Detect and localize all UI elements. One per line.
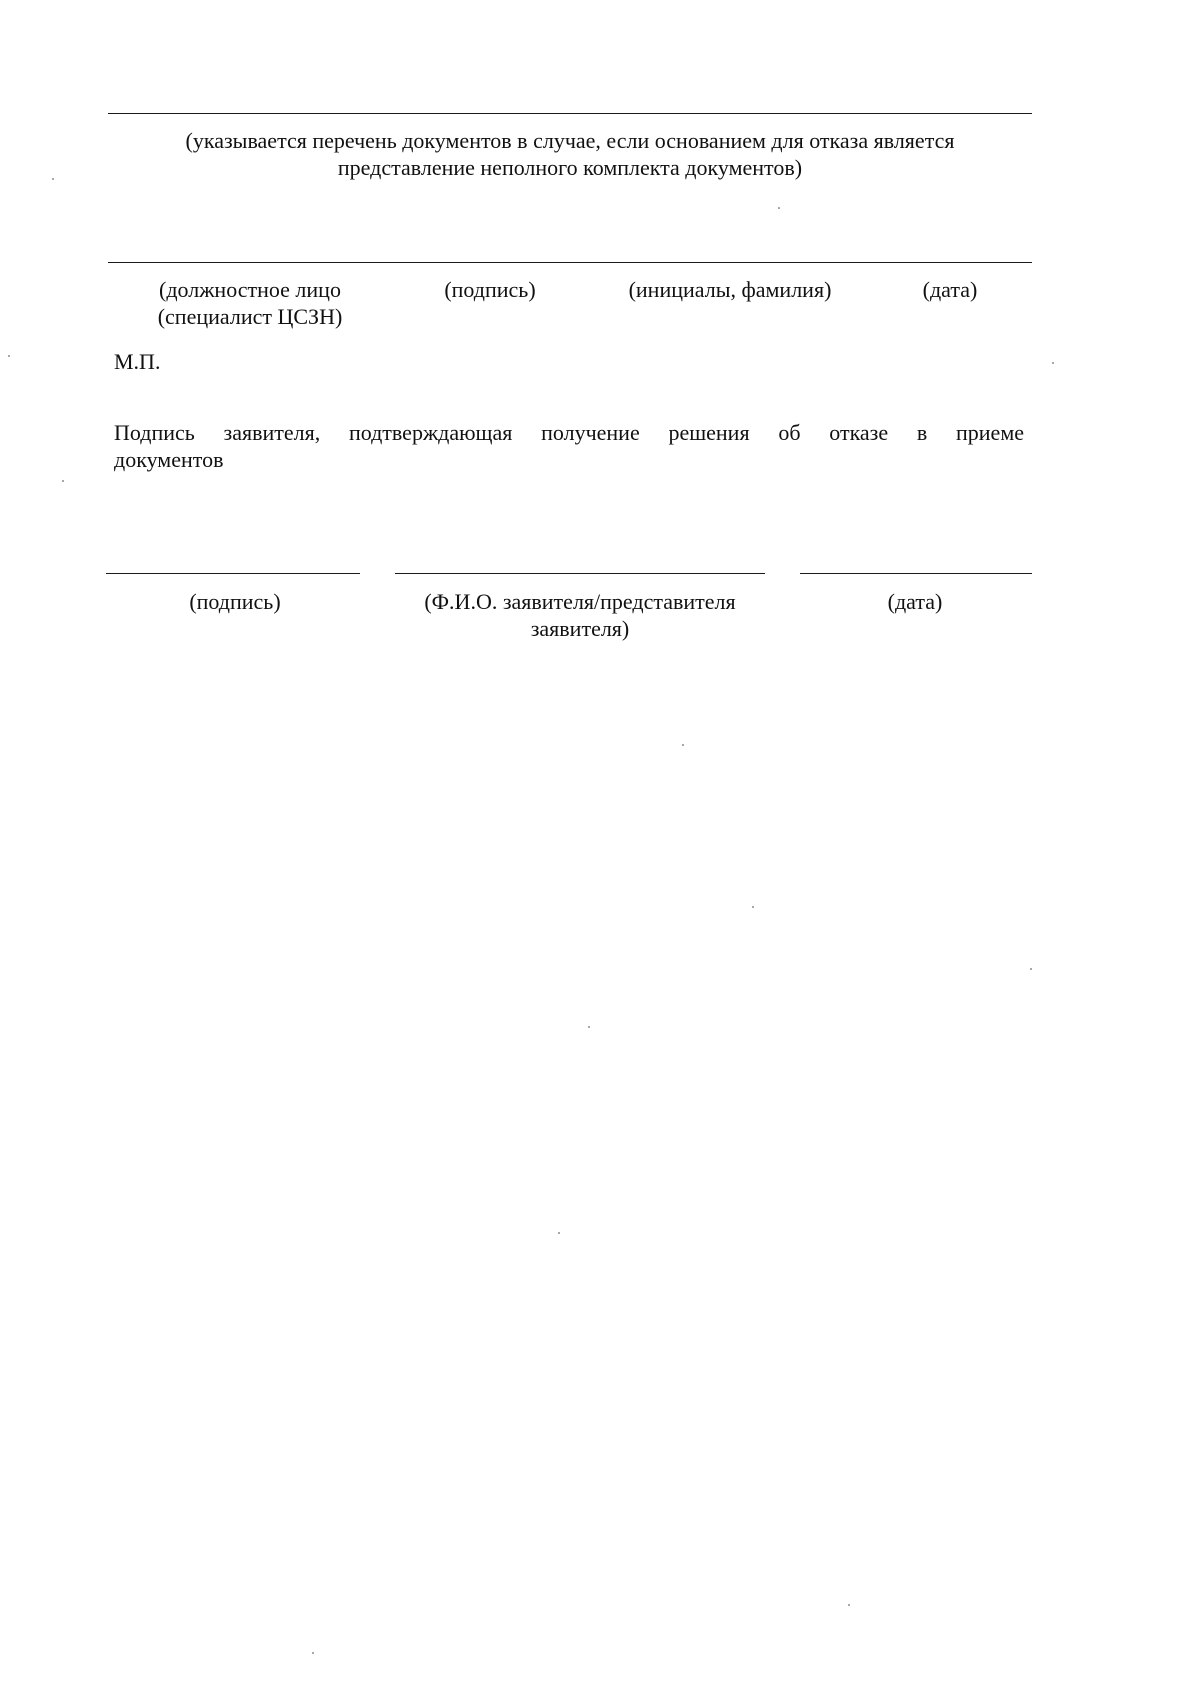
applicant-date-caption: (дата) <box>887 589 943 614</box>
official-signature-underline <box>108 262 1032 263</box>
applicant-confirmation-line-2: документов <box>114 447 224 472</box>
scan-speck <box>682 744 684 746</box>
scan-speck <box>752 906 754 908</box>
applicant-signature-underline <box>106 573 360 574</box>
scan-speck <box>52 178 54 180</box>
official-initials-caption: (инициалы, фамилия) <box>628 277 832 302</box>
official-position-line-1: (должностное лицо <box>159 277 341 302</box>
scan-speck <box>848 1604 850 1606</box>
applicant-confirmation-line-1: Подпись заявителя, подтверждающая получение решения об отказе в приеме <box>114 420 1024 445</box>
scan-speck <box>1030 968 1032 970</box>
applicant-name-line-2: заявителя) <box>530 616 630 641</box>
official-position-caption <box>120 276 380 330</box>
scan-speck <box>8 355 10 357</box>
scan-speck <box>312 1652 314 1654</box>
applicant-date-underline <box>800 573 1032 574</box>
scan-speck <box>558 1232 560 1234</box>
scan-speck <box>62 480 64 482</box>
doc-list-underline <box>108 113 1032 114</box>
seal-place-label: М.П. <box>114 349 161 374</box>
applicant-name-caption <box>390 588 770 642</box>
official-signature-caption: (подпись) <box>444 277 536 302</box>
doc-list-caption <box>108 127 1032 181</box>
applicant-signature-caption: (подпись) <box>189 589 281 614</box>
applicant-name-underline <box>395 573 765 574</box>
scan-speck <box>1052 362 1054 364</box>
doc-list-caption-line-1: (указывается перечень документов в случае, если основанием для отказа является <box>185 128 955 153</box>
applicant-name-line-1: (Ф.И.О. заявителя/представителя <box>424 589 736 614</box>
official-position-line-2: (специалист ЦСЗН) <box>157 304 343 329</box>
scan-speck <box>588 1026 590 1028</box>
doc-list-caption-line-2: представление неполного комплекта документов) <box>337 155 803 180</box>
scan-speck <box>778 207 780 209</box>
official-date-caption: (дата) <box>922 277 978 302</box>
applicant-confirmation-text <box>114 419 1024 473</box>
